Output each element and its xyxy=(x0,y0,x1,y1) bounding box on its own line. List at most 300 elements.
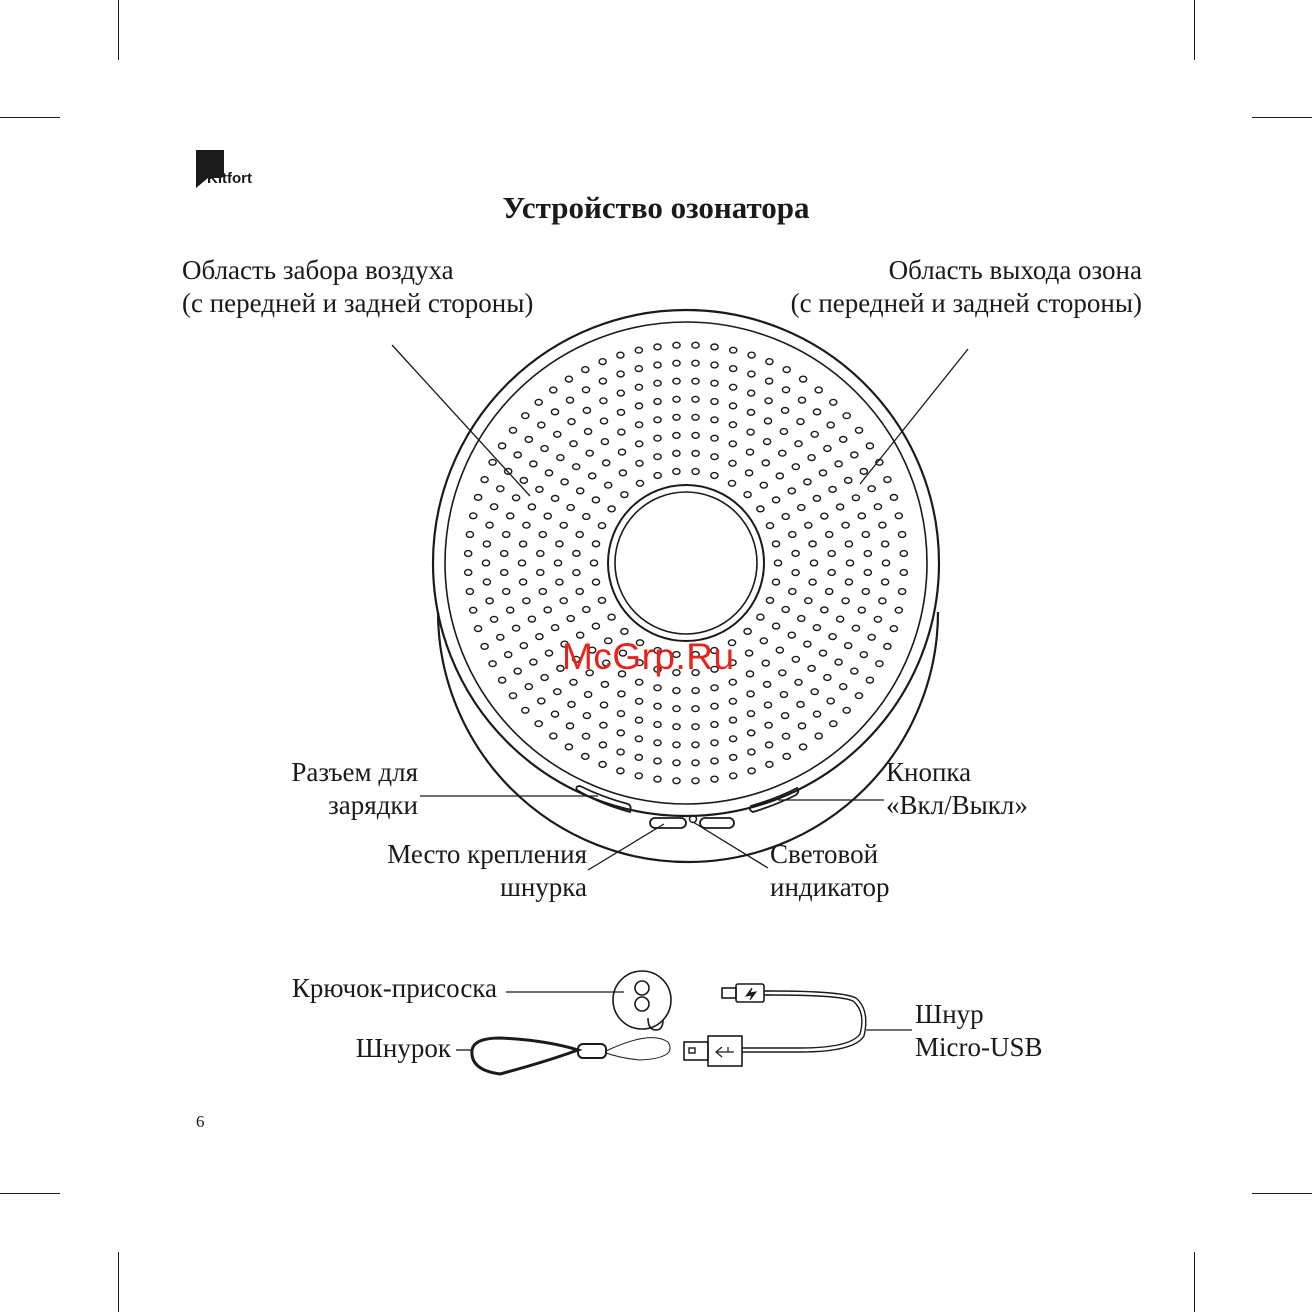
suction-hook-icon xyxy=(613,971,671,1030)
perforation-hole xyxy=(746,650,753,656)
perforation-hole xyxy=(583,408,590,414)
perforation-hole xyxy=(573,551,580,557)
perforation-hole xyxy=(486,522,493,528)
perforation-hole xyxy=(598,598,605,604)
perforation-hole xyxy=(636,679,643,685)
perforation-hole xyxy=(523,598,530,604)
indicator-label-line2: индикатор xyxy=(770,872,890,902)
perforation-hole xyxy=(583,514,590,520)
perforation-hole xyxy=(635,403,642,409)
perforation-hole xyxy=(608,506,615,512)
page-title: Устройство озонатора xyxy=(502,190,810,225)
perforation-hole xyxy=(551,409,558,415)
perforation-hole xyxy=(782,387,789,393)
perforation-hole xyxy=(874,616,881,622)
perforation-hole xyxy=(824,675,831,681)
perforation-hole xyxy=(862,589,869,595)
perforation-hole xyxy=(730,773,737,779)
perforation-hole xyxy=(600,702,607,708)
strap-mount-label xyxy=(300,838,587,904)
perforation-hole xyxy=(538,698,545,704)
perforation-hole xyxy=(805,522,812,528)
perforation-hole xyxy=(523,522,530,528)
perforation-hole xyxy=(599,378,606,384)
perforation-hole xyxy=(729,422,736,428)
perforation-hole xyxy=(635,366,642,372)
perforation-hole xyxy=(520,541,527,547)
perforation-hole xyxy=(592,541,599,547)
perforation-hole xyxy=(772,579,779,585)
perforation-hole xyxy=(552,625,559,631)
perforation-hole xyxy=(599,742,606,748)
perforation-hole xyxy=(673,414,680,420)
perforation-hole xyxy=(779,670,786,676)
perforation-hole xyxy=(654,740,661,746)
perforation-hole xyxy=(539,589,546,595)
perforation-hole xyxy=(503,532,510,538)
perforation-hole xyxy=(601,439,608,445)
perforation-hole xyxy=(711,740,718,746)
perforation-hole xyxy=(489,661,496,667)
intake-label-line2: (с передней и задней стороны) xyxy=(182,288,534,318)
watermark: McGrp.Ru xyxy=(562,636,735,677)
perforation-hole xyxy=(556,579,563,585)
perforation-hole xyxy=(852,495,859,501)
perforation-hole xyxy=(788,488,795,494)
perforation-hole xyxy=(855,693,862,699)
perforation-hole xyxy=(776,473,783,479)
perforation-hole xyxy=(617,768,624,774)
perforation-hole xyxy=(618,429,625,435)
perforation-hole xyxy=(560,598,567,604)
perforation-hole xyxy=(765,722,772,728)
perforation-hole xyxy=(845,643,852,649)
perforation-hole xyxy=(711,417,718,423)
perforation-hole xyxy=(766,762,773,768)
perforation-hole xyxy=(813,409,820,415)
perforation-hole xyxy=(654,399,661,405)
perforation-hole xyxy=(503,589,510,595)
perforation-hole xyxy=(525,684,532,690)
perforation-hole xyxy=(482,560,489,566)
perforation-hole xyxy=(673,760,680,766)
perforation-hole xyxy=(507,513,514,519)
hook-label: Крючок-присоска xyxy=(291,973,497,1003)
perforation-hole xyxy=(565,744,572,750)
perforation-hole xyxy=(780,429,787,435)
perforation-hole xyxy=(636,460,643,466)
perforation-hole xyxy=(544,607,551,613)
perforation-hole xyxy=(582,733,589,739)
perforation-hole xyxy=(797,419,804,425)
perforation-hole xyxy=(561,479,568,485)
perforation-hole xyxy=(711,776,718,782)
perforation-hole xyxy=(583,713,590,719)
brand-name: Kitfort xyxy=(207,170,252,187)
perforation-hole xyxy=(520,579,527,585)
perforation-hole xyxy=(711,685,718,691)
perforation-hole xyxy=(837,504,844,510)
perforation-hole xyxy=(590,560,597,566)
perforation-holes xyxy=(465,342,908,783)
perforation-hole xyxy=(827,422,834,428)
perforation-hole xyxy=(617,711,624,717)
perforation-hole xyxy=(673,778,680,784)
perforation-hole xyxy=(757,506,764,512)
perforation-hole xyxy=(762,660,769,666)
charging-port-label-line2: зарядки xyxy=(328,790,418,820)
perforation-hole xyxy=(599,762,606,768)
perforation-hole xyxy=(617,390,624,396)
perforation-hole xyxy=(779,450,786,456)
perforation-hole xyxy=(776,647,783,653)
perforation-hole xyxy=(692,760,699,766)
perforation-hole xyxy=(764,682,771,688)
perforation-hole xyxy=(747,410,754,416)
perforation-hole xyxy=(576,589,583,595)
perforation-hole xyxy=(518,560,525,566)
perforation-hole xyxy=(483,579,490,585)
perforation-hole xyxy=(541,446,548,452)
perforation-hole xyxy=(499,677,506,683)
perforation-hole xyxy=(573,570,580,576)
perforation-hole xyxy=(654,722,661,728)
perforation-hole xyxy=(819,650,826,656)
perforation-hole xyxy=(541,675,548,681)
perforation-hole xyxy=(635,755,642,761)
perforation-hole xyxy=(565,376,572,382)
perforation-hole xyxy=(884,477,891,483)
lanyard-icon xyxy=(472,1038,670,1074)
perforation-hole xyxy=(522,707,529,713)
perforation-hole xyxy=(592,623,599,629)
perforation-hole xyxy=(711,758,718,764)
perforation-hole xyxy=(673,724,680,730)
perforation-hole xyxy=(621,629,628,635)
perforation-hole xyxy=(809,541,816,547)
perforation-hole xyxy=(821,607,828,613)
perforation-hole xyxy=(842,598,849,604)
perforation-hole xyxy=(798,505,805,511)
perforation-hole xyxy=(556,541,563,547)
perforation-hole xyxy=(513,625,520,631)
perforation-hole xyxy=(711,380,718,386)
perforation-hole xyxy=(843,413,850,419)
perforation-hole xyxy=(522,413,529,419)
perforation-hole xyxy=(773,623,780,629)
cable-label-line1: Шнур xyxy=(915,999,984,1029)
perforation-hole xyxy=(773,497,780,503)
perforation-hole xyxy=(810,560,817,566)
perforation-hole xyxy=(537,551,544,557)
perforation-hole xyxy=(782,713,789,719)
perforation-hole xyxy=(840,684,847,690)
perforation-hole xyxy=(843,707,850,713)
perforation-hole xyxy=(600,398,607,404)
perforation-hole xyxy=(605,482,612,488)
perforation-hole xyxy=(711,344,718,350)
outlet-label-line2: (с передней и задней стороны) xyxy=(790,288,1142,318)
perforation-hole xyxy=(654,685,661,691)
perforation-hole xyxy=(845,541,852,547)
perforation-hole xyxy=(483,541,490,547)
perforation-hole xyxy=(514,668,521,674)
perforation-hole xyxy=(800,376,807,382)
perforation-hole xyxy=(635,773,642,779)
perforation-hole xyxy=(692,724,699,730)
perforation-hole xyxy=(766,742,773,748)
perforation-hole xyxy=(636,441,643,447)
perforation-hole xyxy=(618,691,625,697)
perforation-hole xyxy=(809,579,816,585)
perforation-hole xyxy=(852,625,859,631)
perforation-hole xyxy=(864,551,871,557)
perforation-hole xyxy=(868,634,875,640)
perforation-hole xyxy=(711,399,718,405)
perforation-hole xyxy=(520,643,527,649)
perforation-hole xyxy=(551,711,558,717)
power-button-label xyxy=(886,756,1028,822)
perforation-hole xyxy=(489,459,496,465)
perforation-hole xyxy=(692,433,699,439)
perforation-hole xyxy=(792,464,799,470)
perforation-hole xyxy=(582,387,589,393)
perforation-hole xyxy=(673,342,680,348)
perforation-hole xyxy=(509,427,516,433)
perforation-hole xyxy=(846,560,853,566)
perforation-hole xyxy=(868,486,875,492)
perforation-hole xyxy=(509,693,516,699)
perforation-hole xyxy=(525,437,532,443)
perforation-hole xyxy=(795,441,802,447)
perforation-hole xyxy=(858,513,865,519)
perforation-hole xyxy=(782,607,789,613)
perforation-hole xyxy=(673,451,680,457)
perforation-hole xyxy=(730,736,737,742)
perforation-hole xyxy=(576,532,583,538)
perforation-hole xyxy=(654,454,661,460)
perforation-hole xyxy=(654,776,661,782)
perforation-hole xyxy=(582,367,589,373)
perforation-hole xyxy=(635,384,642,390)
perforation-hole xyxy=(895,513,902,519)
perforation-hole xyxy=(766,378,773,384)
perforation-hole xyxy=(692,778,699,784)
perforation-hole xyxy=(890,626,897,632)
perforation-hole xyxy=(592,579,599,585)
perforation-hole xyxy=(530,461,537,467)
indicator-slot xyxy=(700,818,734,828)
perforation-hole xyxy=(654,380,661,386)
perforation-hole xyxy=(747,691,754,697)
perforation-hole xyxy=(828,570,835,576)
perforation-hole xyxy=(762,460,769,466)
perforation-hole xyxy=(711,362,718,368)
perforation-hole xyxy=(804,479,811,485)
perforation-hole xyxy=(827,698,834,704)
perforation-hole xyxy=(465,551,472,557)
indicator-label xyxy=(770,838,890,904)
perforation-hole xyxy=(747,429,754,435)
perforation-hole xyxy=(866,677,873,683)
perforation-hole xyxy=(636,698,643,704)
cable-label xyxy=(915,998,1043,1064)
strap-label: Шнурок xyxy=(355,1033,451,1063)
perforation-hole xyxy=(570,679,577,685)
perforation-hole xyxy=(792,656,799,662)
perforation-hole xyxy=(766,359,773,365)
perforation-hole xyxy=(654,703,661,709)
perforation-hole xyxy=(748,749,755,755)
outlet-label xyxy=(700,254,1142,320)
perforation-hole xyxy=(673,688,680,694)
perforation-hole xyxy=(635,717,642,723)
perforation-hole xyxy=(766,598,773,604)
perforation-hole xyxy=(711,722,718,728)
perforation-hole xyxy=(466,532,473,538)
perforation-hole xyxy=(654,362,661,368)
perforation-hole xyxy=(507,607,514,613)
perforation-hole xyxy=(654,473,661,479)
perforation-hole xyxy=(748,730,755,736)
perforation-hole xyxy=(813,496,820,502)
perforation-hole xyxy=(757,614,764,620)
perforation-hole xyxy=(711,454,718,460)
perforation-hole xyxy=(729,698,736,704)
perforation-hole xyxy=(654,344,661,350)
perforation-hole xyxy=(788,632,795,638)
perforation-hole xyxy=(774,560,781,566)
perforation-hole xyxy=(884,644,891,650)
perforation-hole xyxy=(826,532,833,538)
perforation-hole xyxy=(554,431,561,437)
perforation-hole xyxy=(585,692,592,698)
perforation-hole xyxy=(862,532,869,538)
perforation-hole xyxy=(497,486,504,492)
perforation-hole xyxy=(567,505,574,511)
perforation-hole xyxy=(520,478,527,484)
perforation-hole xyxy=(765,398,772,404)
perforation-hole xyxy=(528,616,535,622)
perforation-hole xyxy=(600,418,607,424)
perforation-hole xyxy=(895,607,902,613)
perforation-hole xyxy=(470,513,477,519)
intake-label-line1: Область забора воздуха xyxy=(182,255,454,285)
perforation-hole xyxy=(481,477,488,483)
leader-strap-mount xyxy=(588,824,664,870)
perforation-hole xyxy=(747,711,754,717)
perforation-hole xyxy=(890,495,897,501)
perforation-hole xyxy=(828,551,835,557)
perforation-hole xyxy=(557,455,564,461)
perforation-hole xyxy=(535,399,542,405)
perforation-hole xyxy=(481,644,488,650)
perforation-hole xyxy=(882,579,889,585)
perforation-hole xyxy=(782,733,789,739)
perforation-hole xyxy=(860,652,867,658)
perforation-hole xyxy=(795,679,802,685)
perforation-hole xyxy=(621,492,628,498)
perforation-hole xyxy=(815,387,822,393)
perforation-hole xyxy=(608,614,615,620)
perforation-hole xyxy=(598,523,605,529)
perforation-hole xyxy=(692,360,699,366)
perforation-hole xyxy=(466,589,473,595)
perforation-hole xyxy=(692,451,699,457)
perforation-hole xyxy=(835,461,842,467)
perforation-hole xyxy=(636,422,643,428)
perforation-hole xyxy=(692,469,699,475)
perforation-hole xyxy=(617,749,624,755)
perforation-hole xyxy=(583,607,590,613)
perforation-hole xyxy=(499,443,506,449)
perforation-hole xyxy=(837,616,844,622)
perforation-hole xyxy=(536,634,543,640)
perforation-hole xyxy=(568,419,575,425)
perforation-hole xyxy=(673,742,680,748)
perforation-hole xyxy=(879,522,886,528)
perforation-hole xyxy=(545,470,552,476)
perforation-hole xyxy=(882,541,889,547)
perforation-hole xyxy=(829,487,836,493)
device-top-face xyxy=(445,322,927,804)
perforation-hole xyxy=(475,626,482,632)
perforation-hole xyxy=(505,652,512,658)
perforation-hole xyxy=(554,689,561,695)
perforation-hole xyxy=(544,513,551,519)
perforation-hole xyxy=(654,435,661,441)
perforation-hole xyxy=(783,367,790,373)
perforation-hole xyxy=(874,504,881,510)
perforation-hole xyxy=(798,397,805,403)
perforation-hole xyxy=(617,730,624,736)
perforation-hole xyxy=(635,347,642,353)
device-center-rim xyxy=(608,485,764,641)
perforation-hole xyxy=(491,504,498,510)
perforation-hole xyxy=(815,733,822,739)
perforation-hole xyxy=(673,396,680,402)
charging-port-label xyxy=(200,756,418,822)
perforation-hole xyxy=(764,439,771,445)
perforation-hole xyxy=(636,480,643,486)
page-number: 6 xyxy=(196,1112,205,1131)
perforation-hole xyxy=(797,702,804,708)
perforation-hole xyxy=(821,513,828,519)
perforation-hole xyxy=(851,452,858,458)
perforation-hole xyxy=(554,560,561,566)
perforation-hole xyxy=(711,703,718,709)
perforation-hole xyxy=(782,514,789,520)
perforation-hole xyxy=(798,616,805,622)
perforation-hole xyxy=(780,692,787,698)
perforation-hole xyxy=(585,429,592,435)
perforation-hole xyxy=(654,417,661,423)
perforation-hole xyxy=(900,551,907,557)
perforation-hole xyxy=(514,452,521,458)
perforation-hole xyxy=(842,522,849,528)
strap-mount-label-line2: шнурка xyxy=(500,872,587,902)
perforation-hole xyxy=(673,360,680,366)
perforation-hole xyxy=(808,666,815,672)
perforation-hole xyxy=(746,671,753,677)
perforation-hole xyxy=(486,598,493,604)
perforation-hole xyxy=(560,522,567,528)
perforation-hole xyxy=(819,470,826,476)
perforation-hole xyxy=(744,492,751,498)
perforation-hole xyxy=(829,634,836,640)
strap-mount-label-line1: Место крепления xyxy=(387,839,587,869)
perforation-hole xyxy=(830,721,837,727)
